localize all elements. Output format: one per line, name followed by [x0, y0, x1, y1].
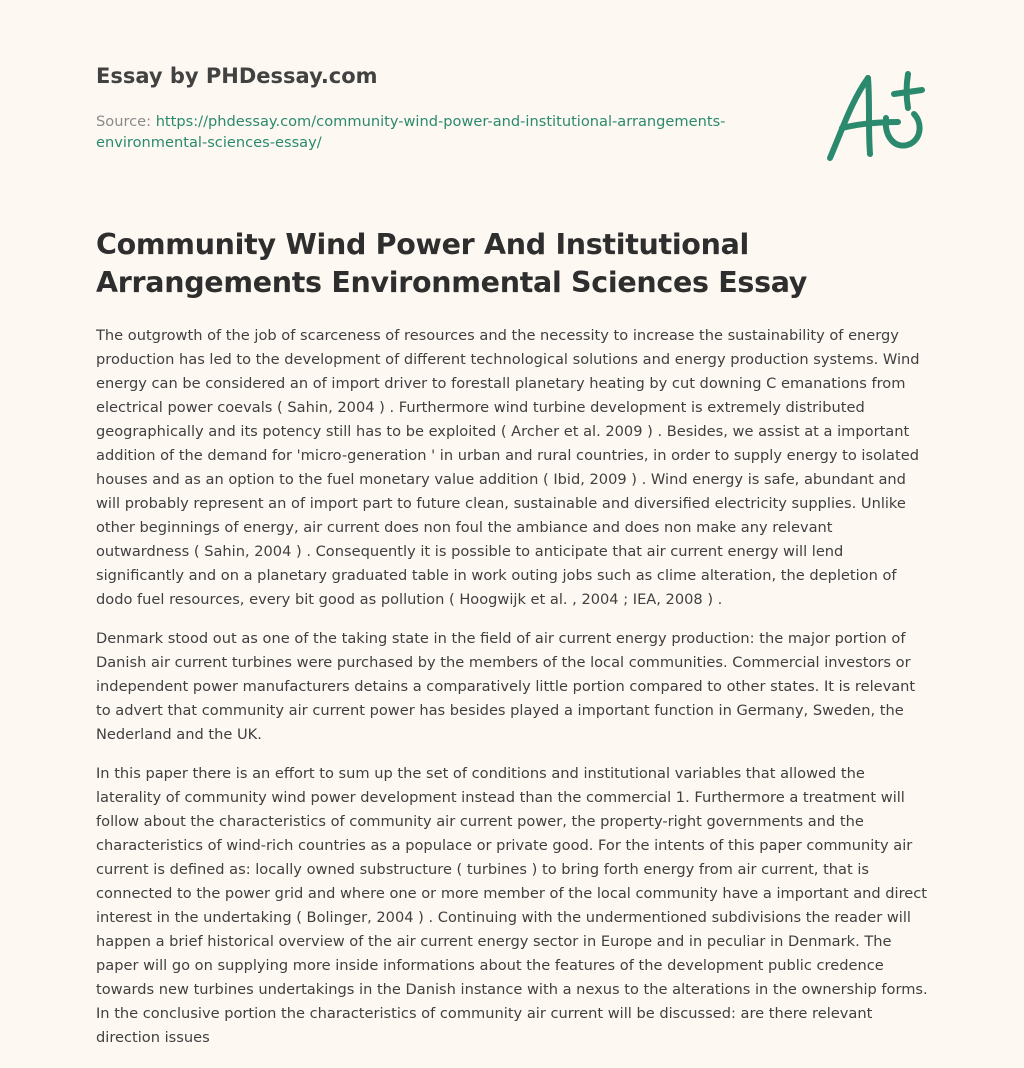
source-label: Source:: [96, 113, 156, 130]
essay-paragraph: Denmark stood out as one of the taking state in the field of air current energy production: the major portion of Danish air current turbines were purchased by the members of the local communities. Commercial investors or independent power manufacturers detains a comparatively little portion compared to other states. It is relevant to advert that community air current power has besides played a important function in Germany, Sweden, the Nederland and the UK.: [96, 630, 916, 743]
essay-paragraph: The outgrowth of the job of scarceness of resources and the necessity to increase the sustainability of energy production has led to the development of different technological solutions and energy production systems. Wind energy can be considered an of import driver to forestall planetary heating by cut downing C emanations from electrical power coevals ( Sahin, 2004 ) . Furthermore wind turbine development is extremely distributed geographically and its potency still has to be exploited ( Archer et al. 2009 ) . Besides, we assist at a important addition of the demand for 'micro-generation ' in urban and rural countries, in order to supply energy to isolated houses and as an option to the fuel monetary value addition ( Ibid, 2009 ) . Wind energy is safe, abundant and will probably represent an of import part to future clean, sustainable and diversified electricity supplies. Unlike other beginnings of energy, air current does non foul the ambiance and does non make any relevant outwardness ( Sahin, 2004 ) . Consequently it is possible to anticipate that air current energy will lend significantly and on a planetary graduated table in work outing jobs such as clime alteration, the depletion of dodo fuel resources, every bit good as pollution ( Hoogwijk et al. , 2004 ; IEA, 2008 ) .: [96, 327, 920, 608]
a-plus-grade-icon: [824, 66, 934, 166]
essay-paragraph: In this paper there is an effort to sum up the set of conditions and institutional variables that allowed the laterality of community wind power development instead than the commercial 1. Furthermore a treatment will follow about the characteristics of community air current power, the property-right governments and the characteristics of wind-rich countries as a populace or private good. For the intents of this paper community air current is defined as: locally owned substructure ( turbines ) to bring forth energy from air current, that is connected to the power grid and where one or more member of the local community have a important and direct interest in the undertaking ( Bolinger, 2004 ) . Continuing with the undermentioned subdivisions the reader will happen a brief historical overview of the air current energy sector in Europe and in peculiar in Denmark. The paper will go on supplying more inside informations about the features of the development public credence towards new turbines undertakings in the Danish instance with a nexus to the alterations in the ownership forms. In the conclusive portion the characteristics of community air current will be discussed: are there relevant direction issues: [96, 765, 928, 1046]
essay-body: [96, 324, 928, 1065]
source-link[interactable]: https://phdessay.com/community-wind-power-and-institutional-arrangements-environmental-sciences-essay/: [96, 113, 726, 151]
source-line: [96, 111, 776, 153]
essay-title: Community Wind Power And Institutional Arrangements Environmental Sciences Essay: [96, 228, 808, 299]
site-title: Essay by PHDessay.com: [96, 64, 378, 88]
